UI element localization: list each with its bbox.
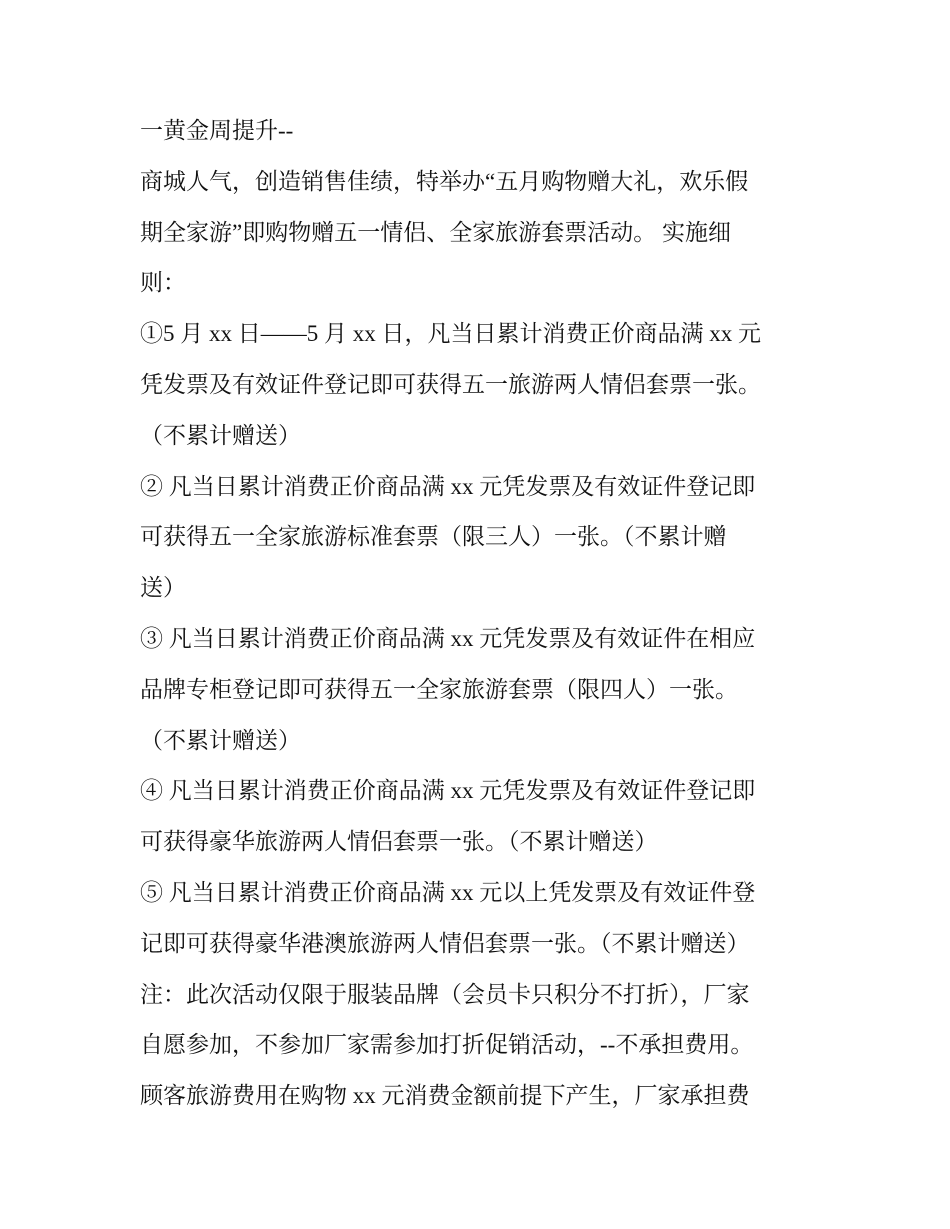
text-line: 送） [140, 575, 186, 601]
text-line-item-2: ② 凡当日累计消费正价商品满 xx 元凭发票及有效证件登记即 [140, 473, 756, 499]
text-line-item-5: ⑤ 凡当日累计消费正价商品满 xx 元以上凭发票及有效证件登 [140, 879, 756, 905]
text-line-item-4: ④ 凡当日累计消费正价商品满 xx 元凭发票及有效证件登记即 [140, 778, 756, 804]
text-line: （不累计赠送） [140, 422, 301, 448]
text-line: 自愿参加，不参加厂家需参加打折促销活动，--不承担费用。 [140, 1032, 754, 1058]
text-line: 则： [140, 270, 186, 296]
text-line: （不累计赠送） [140, 727, 301, 753]
document-body [140, 106, 820, 1122]
text-line-note: 注：此次活动仅限于服装品牌（会员卡只积分不打折），厂家 [140, 981, 750, 1007]
text-line: 可获得五一全家旅游标准套票（限三人）一张。（不累计赠 [140, 524, 727, 550]
text-line-item-1: ①5 月 xx 日——5 月 xx 日，凡当日累计消费正价商品满 xx 元 [140, 321, 761, 347]
text-line: 可获得豪华旅游两人情侣套票一张。（不累计赠送） [140, 829, 658, 855]
text-line: 凭发票及有效证件登记即可获得五一旅游两人情侣套票一张。 [140, 371, 761, 397]
text-line: 商城人气，创造销售佳绩，特举办“五月购物赠大礼，欢乐假 [140, 168, 749, 194]
text-line: 品牌专柜登记即可获得五一全家旅游套票（限四人）一张。 [140, 676, 738, 702]
text-line: 期全家游”即购物赠五一情侣、全家旅游套票活动。 实施细 [140, 219, 731, 245]
text-line-item-3: ③ 凡当日累计消费正价商品满 xx 元凭发票及有效证件在相应 [140, 625, 756, 651]
text-line-heading: 一黄金周提升-- [140, 118, 294, 143]
text-line: 顾客旅游费用在购物 xx 元消费金额前提下产生，厂家承担费 [140, 1083, 750, 1109]
text-line: 记即可获得豪华港澳旅游两人情侣套票一张。（不累计赠送） [140, 930, 750, 956]
